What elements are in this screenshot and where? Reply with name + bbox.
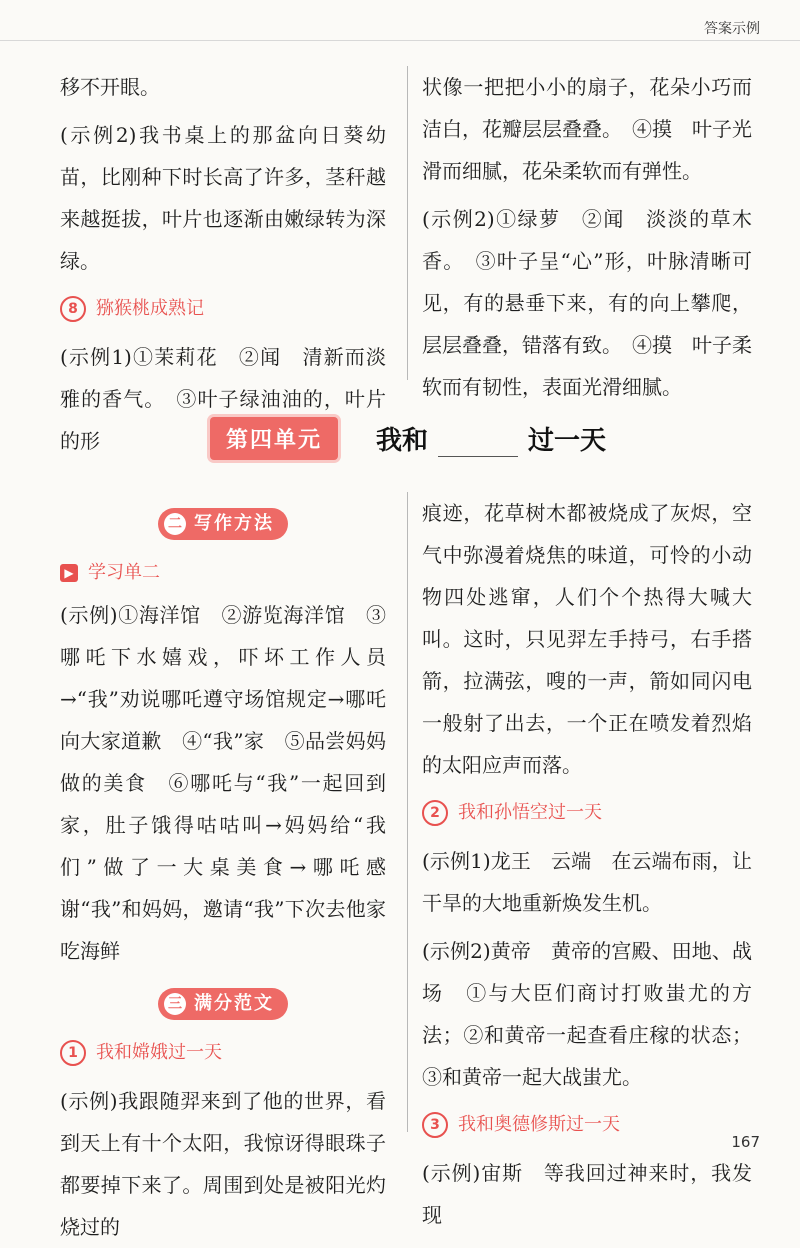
bottom-left-column [60, 492, 386, 1248]
number-badge: 3 [422, 1112, 448, 1138]
section-heading-8 [60, 288, 386, 330]
top-right-column [422, 66, 752, 408]
page-number: 167 [731, 1133, 760, 1151]
paragraph: (示例1)①茉莉花 ②闻 清新而淡雅的香气。 ③叶子绿油油的，叶片的形 [60, 345, 386, 453]
bottom-right-column [422, 492, 752, 1236]
unit-banner [210, 413, 606, 463]
paragraph: (示例1)龙王 云端 在云端布雨，让干旱的大地重新焕发生机。 [422, 849, 752, 915]
section-title: 猕猴桃成熟记 [96, 298, 204, 319]
paragraph: (示例)我跟随羿来到了他的世界，看到天上有十个太阳，我惊讶得眼珠子都要掉下来了。周围到处是被阳光灼烧过的 [60, 1089, 386, 1239]
badge-number: 二 [164, 513, 186, 535]
unit-badge: 第四单元 [210, 417, 338, 460]
section-title: 我和孙悟空过一天 [458, 802, 602, 823]
paragraph: (示例2)我书桌上的那盆向日葵幼苗，比刚种下时长高了许多，茎秆越来越挺拔，叶片也逐渐由嫩绿转为深绿。 [60, 123, 386, 273]
header-label: 答案示例 [704, 21, 760, 37]
badge-label: 满分范文 [194, 993, 274, 1014]
column-divider-bottom [407, 492, 408, 1132]
section-title: 我和嫦娥过一天 [96, 1042, 222, 1063]
arrow-icon: ▶ [60, 564, 78, 582]
paragraph: (示例)①海洋馆 ②游览海洋馆 ③哪吒下水嬉戏，吓坏工作人员→“我”劝说哪吒遵守场馆规定→哪吒向大家道歉 ④“我”家 ⑤品尝妈妈做的美食 ⑥哪吒与“我”一起回到家，肚子饿得咕咕叫→妈妈给“我们”做了一大桌美食→哪吒感谢“我”和妈妈，邀请“我”下次去他家吃海鲜 [60, 603, 386, 963]
section-heading-1 [60, 1032, 386, 1074]
section-heading-2 [422, 792, 752, 834]
badge-label: 写作方法 [194, 513, 274, 534]
number-badge: 2 [422, 800, 448, 826]
paragraph: 状像一把把小小的扇子，花朵小巧而洁白，花瓣层层叠叠。 ④摸 叶子光滑而细腻，花朵柔软而有弹性。 [422, 75, 752, 183]
section-title: 我和奥德修斯过一天 [458, 1114, 620, 1135]
paragraph: (示例2)黄帝 黄帝的宫殿、田地、战场 ①与大臣们商讨打败蚩尤的方法；②和黄帝一起查看庄稼的状态；③和黄帝一起大战蚩尤。 [422, 939, 752, 1089]
number-badge: 1 [60, 1040, 86, 1066]
paragraph: 痕迹，花草树木都被烧成了灰烬，空气中弥漫着烧焦的味道，可怜的小动物四处逃窜，人们个个热得大喊大叫。这时，只见羿左手持弓，右手搭箭，拉满弦，嗖的一声，箭如同闪电一般射了出去，一个正在喷发着烈焰的太阳应声而落。 [422, 501, 752, 777]
unit-title-pre: 我和 [376, 425, 429, 456]
section-badge-model-essay [60, 978, 386, 1030]
section-heading-3 [422, 1104, 752, 1146]
paragraph: (示例)宙斯 等我回过神来时，我发现 [422, 1161, 752, 1227]
paragraph: (示例2)①绿萝 ②闻 淡淡的草木香。 ③叶子呈“心”形，叶脉清晰可见，有的悬垂下来，有的向上攀爬，层层叠叠，错落有致。 ④摸 叶子柔软而有韧性，表面光滑细腻。 [422, 207, 752, 399]
badge-number: 三 [164, 993, 186, 1015]
paragraph: 移不开眼。 [60, 75, 160, 99]
header-rule [0, 40, 800, 41]
number-badge: 8 [60, 296, 86, 322]
section-badge-writing-method [60, 498, 386, 550]
unit-title-post: 过一天 [528, 425, 607, 456]
top-left-column [60, 66, 386, 462]
unit-title [376, 420, 606, 457]
sub-heading [60, 552, 386, 594]
fill-in-blank [438, 430, 518, 457]
column-divider-top [407, 66, 408, 380]
sub-heading-label: 学习单二 [88, 562, 160, 583]
